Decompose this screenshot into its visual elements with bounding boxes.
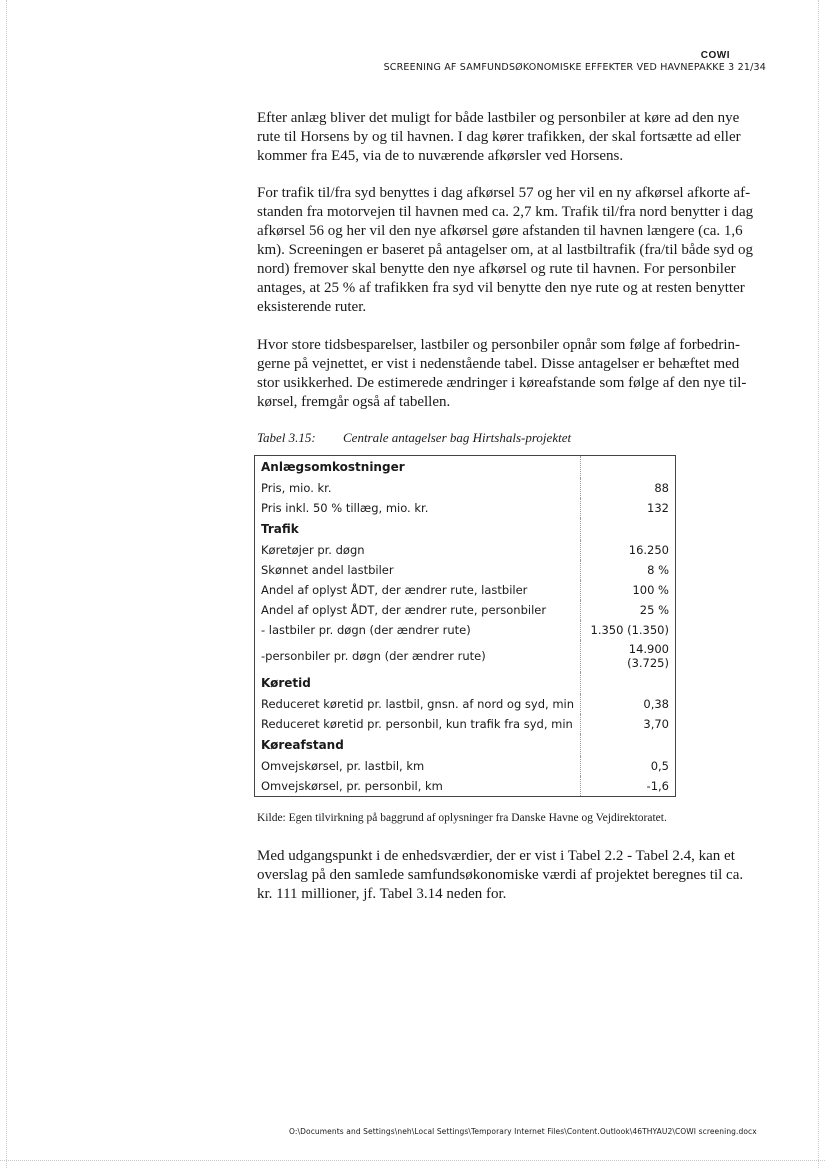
row-value: 100 % bbox=[581, 580, 676, 600]
row-value-primary: 14.900 bbox=[628, 642, 669, 656]
body-paragraph: Med udgangspunkt i de enhedsværdier, der er vist i Tabel 2.2 - Tabel 2.4, kan et overslag på den samlede samfundsøkonomiske værdi af projektet beregnes til ca. kr. 111 millioner, jf. Tabel 3.14 neden for. bbox=[257, 848, 744, 902]
source-note: Kilde: Egen tilvirkning på baggrund af oplysninger fra Danske Havne og Vejdirektoratet. bbox=[257, 812, 667, 824]
table-section-header bbox=[255, 734, 676, 756]
table-row bbox=[255, 694, 676, 714]
company-logo: COWI bbox=[700, 50, 730, 61]
row-label: Reduceret køretid pr. lastbil, gnsn. af nord og syd, min bbox=[261, 697, 575, 711]
table-row bbox=[255, 620, 676, 640]
table-caption-title: Centrale antagelser bag Hirtshals-projektet bbox=[343, 430, 572, 445]
row-value: 88 bbox=[581, 478, 676, 498]
table-caption-number: Tabel 3.15: bbox=[257, 430, 316, 445]
running-header: SCREENING AF SAMFUNDSØKONOMISKE EFFEKTER VED HAVNEPAKKE 3 21/34 bbox=[383, 62, 766, 73]
page-edge-bottom bbox=[0, 1160, 825, 1161]
footer-file-path: O:\Documents and Settings\neh\Local Settings\Temporary Internet Files\Content.Outlook\46THYAU2\COWI screening.docx bbox=[289, 1127, 757, 1136]
row-value: 16.250 bbox=[581, 540, 676, 560]
table-section-header bbox=[255, 518, 676, 540]
row-label: Omvejskørsel, pr. personbil, km bbox=[261, 779, 443, 793]
row-value: 8 % bbox=[581, 560, 676, 580]
table-row bbox=[255, 478, 676, 498]
row-value: 132 bbox=[581, 498, 676, 518]
body-paragraph: Hvor store tidsbesparelser, lastbiler og personbiler opnår som følge af forbedrin-gerne på vejnettet, er vist i nedenstående tabel. Disse antagelser er behæftet med stor usikkerhed. De estimerede ændringer i køreafstande som følge af den nye til-kørsel, fremgår også af tabellen. bbox=[257, 337, 747, 410]
row-value-secondary: (3.725) bbox=[627, 656, 669, 670]
row-value: 3,70 bbox=[581, 714, 676, 734]
row-value: 25 % bbox=[581, 600, 676, 620]
row-label: - lastbiler pr. døgn (der ændrer rute) bbox=[261, 623, 471, 637]
row-label: Omvejskørsel, pr. lastbil, km bbox=[261, 759, 425, 773]
row-label: -personbiler pr. døgn (der ændrer rute) bbox=[261, 649, 486, 663]
table-row bbox=[255, 540, 676, 560]
assumptions-table bbox=[254, 455, 676, 797]
row-label: Reduceret køretid pr. personbil, kun trafik fra syd, min bbox=[261, 717, 573, 731]
row-value bbox=[581, 640, 676, 672]
row-label: Andel af oplyst ÅDT, der ændrer rute, personbiler bbox=[261, 603, 547, 617]
body-paragraph: For trafik til/fra syd benyttes i dag afkørsel 57 og her vil en ny afkørsel afkorte af-standen fra motorvejen til havnen med ca. 2,7 km. Trafik til/fra nord benytter i dag afkørsel 56 og her vil den nye afkørsel gøre afstanden til havnen længere (ca. 1,6 km). Screeningen er baseret på antagelser om, at al lastbiltrafik (fra/til både syd og nord) fremover skal benytte den nye afkørsel og rute til havnen. For personbiler antages, at 25 % af trafikken fra syd vil benytte den nye rute og at resten benytter eksisterende ruter. bbox=[257, 185, 754, 315]
table-row bbox=[255, 756, 676, 776]
section-heading: Trafik bbox=[261, 522, 299, 536]
table-section-header bbox=[255, 672, 676, 694]
table-row bbox=[255, 776, 676, 797]
table-row bbox=[255, 600, 676, 620]
row-label: Skønnet andel lastbiler bbox=[261, 563, 394, 577]
row-label: Andel af oplyst ÅDT, der ændrer rute, lastbiler bbox=[261, 583, 528, 597]
page-edge-left bbox=[6, 0, 7, 1168]
table-row bbox=[255, 498, 676, 518]
table-row bbox=[255, 560, 676, 580]
row-value: 1.350 (1.350) bbox=[581, 620, 676, 640]
section-heading: Køreafstand bbox=[261, 738, 344, 752]
row-label: Pris, mio. kr. bbox=[261, 481, 332, 495]
row-label: Køretøjer pr. døgn bbox=[261, 543, 365, 557]
table-section-header bbox=[255, 456, 676, 479]
section-heading: Køretid bbox=[261, 676, 311, 690]
section-heading: Anlægsomkostninger bbox=[261, 460, 405, 474]
page-edge-right bbox=[818, 0, 819, 1168]
body-paragraph: Efter anlæg bliver det muligt for både lastbiler og personbiler at køre ad den nye rute til Horsens by og til havnen. I dag kører trafikken, der skal fortsætte ad eller kommer fra E45, via de to nuværende afkørsler ved Horsens. bbox=[257, 110, 741, 164]
table-row bbox=[255, 640, 676, 672]
table-caption bbox=[257, 430, 571, 446]
row-value: 0,5 bbox=[581, 756, 676, 776]
row-value: 0,38 bbox=[581, 694, 676, 714]
row-value: -1,6 bbox=[581, 776, 676, 797]
row-label: Pris inkl. 50 % tillæg, mio. kr. bbox=[261, 501, 429, 515]
table-row bbox=[255, 714, 676, 734]
table-row bbox=[255, 580, 676, 600]
